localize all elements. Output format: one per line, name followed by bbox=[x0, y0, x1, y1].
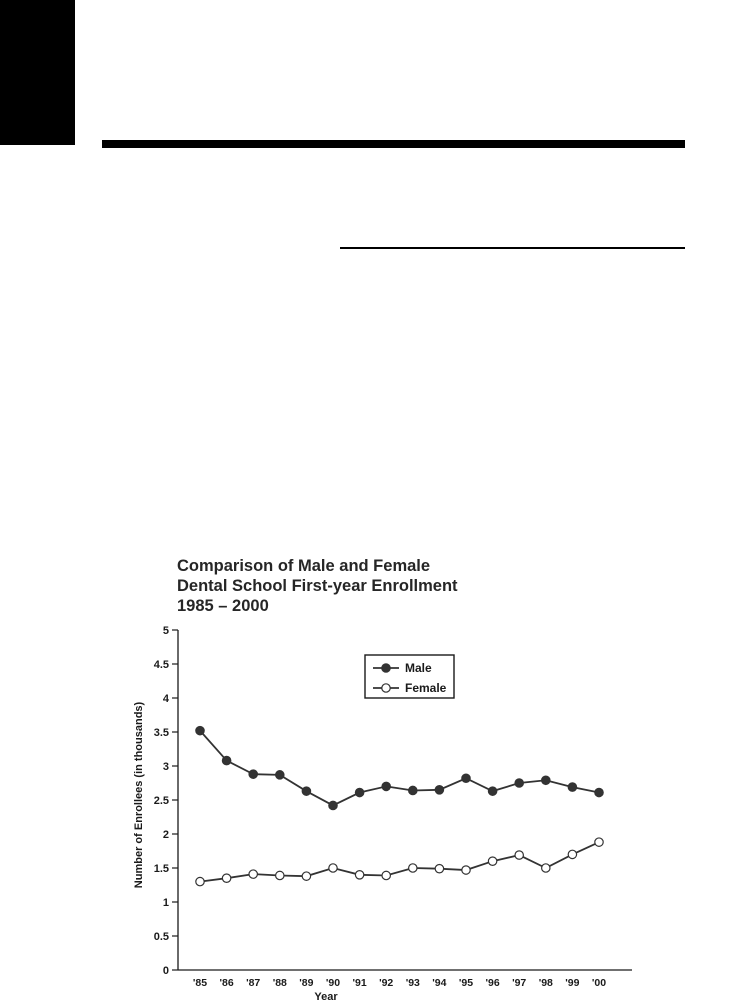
data-point-female bbox=[276, 871, 284, 879]
data-point-male bbox=[409, 786, 417, 794]
x-tick-label: '89 bbox=[299, 977, 314, 989]
data-point-male bbox=[302, 787, 310, 795]
x-tick-label: '90 bbox=[325, 977, 341, 989]
y-tick-label: 4.5 bbox=[153, 659, 169, 671]
data-point-female bbox=[355, 871, 363, 879]
data-point-male bbox=[568, 783, 576, 791]
data-point-male bbox=[276, 771, 284, 779]
data-point-male bbox=[249, 770, 257, 778]
enrollment-line-chart bbox=[120, 615, 640, 1002]
series-line-male bbox=[200, 731, 599, 806]
data-point-female bbox=[196, 877, 204, 885]
data-point-female bbox=[249, 870, 257, 878]
data-point-male bbox=[329, 801, 337, 809]
y-tick-label: 3 bbox=[162, 761, 169, 773]
data-point-male bbox=[355, 788, 363, 796]
data-point-male bbox=[435, 786, 443, 794]
x-tick-label: '87 bbox=[246, 977, 261, 989]
x-tick-label: '93 bbox=[405, 977, 420, 989]
series-line-female bbox=[200, 842, 599, 881]
chart-title-line-2: Dental School First-year Enrollment bbox=[177, 577, 458, 595]
x-tick-label: '96 bbox=[485, 977, 500, 989]
subheader-rule bbox=[340, 247, 685, 249]
data-point-male bbox=[222, 756, 230, 764]
data-point-female bbox=[222, 874, 230, 882]
data-point-female bbox=[542, 864, 550, 872]
x-tick-label: '95 bbox=[458, 977, 474, 989]
data-point-male bbox=[515, 779, 523, 787]
data-point-male bbox=[595, 788, 603, 796]
data-point-male bbox=[462, 774, 470, 782]
x-tick-label: '91 bbox=[352, 977, 367, 989]
y-tick-label: 1.5 bbox=[153, 863, 169, 875]
data-point-female bbox=[329, 864, 337, 872]
chart-title bbox=[177, 556, 597, 616]
data-point-male bbox=[488, 787, 496, 795]
data-point-male bbox=[542, 776, 550, 784]
legend-label-male: Male bbox=[405, 661, 432, 675]
data-point-female bbox=[435, 864, 443, 872]
section-tab-block bbox=[0, 0, 75, 145]
y-tick-label: 3.5 bbox=[153, 727, 169, 739]
x-tick-label: '98 bbox=[538, 977, 553, 989]
y-tick-label: 4 bbox=[162, 693, 169, 705]
x-tick-label: '94 bbox=[432, 977, 447, 989]
legend-marker-male bbox=[382, 664, 390, 672]
header-rule bbox=[102, 140, 685, 148]
data-point-male bbox=[196, 726, 204, 734]
y-tick-label: 5 bbox=[162, 625, 169, 637]
legend-label-female: Female bbox=[405, 681, 447, 695]
data-point-female bbox=[462, 866, 470, 874]
y-tick-label: 2 bbox=[162, 829, 169, 841]
data-point-female bbox=[595, 838, 603, 846]
y-tick-label: 0.5 bbox=[153, 931, 169, 943]
chart-title-line-3: 1985 – 2000 bbox=[177, 597, 269, 615]
legend-marker-female bbox=[382, 684, 390, 692]
x-tick-label: '92 bbox=[379, 977, 394, 989]
x-tick-label: '88 bbox=[272, 977, 287, 989]
data-point-female bbox=[515, 851, 523, 859]
data-point-female bbox=[382, 871, 390, 879]
y-tick-label: 2.5 bbox=[153, 795, 169, 807]
y-tick-label: 0 bbox=[162, 965, 169, 977]
x-tick-label: '85 bbox=[192, 977, 208, 989]
x-tick-label: '99 bbox=[565, 977, 580, 989]
x-tick-label: '86 bbox=[219, 977, 234, 989]
y-axis-label: Number of Enrollees (in thousands) bbox=[133, 701, 145, 889]
y-tick-label: 1 bbox=[162, 897, 169, 909]
x-tick-label: '97 bbox=[512, 977, 527, 989]
x-tick-label: '00 bbox=[591, 977, 607, 989]
x-axis-label: Year bbox=[314, 991, 338, 1002]
data-point-female bbox=[568, 850, 576, 858]
data-point-female bbox=[488, 857, 496, 865]
data-point-female bbox=[302, 872, 310, 880]
chart-title-line-1: Comparison of Male and Female bbox=[177, 557, 431, 575]
data-point-female bbox=[409, 864, 417, 872]
data-point-male bbox=[382, 782, 390, 790]
